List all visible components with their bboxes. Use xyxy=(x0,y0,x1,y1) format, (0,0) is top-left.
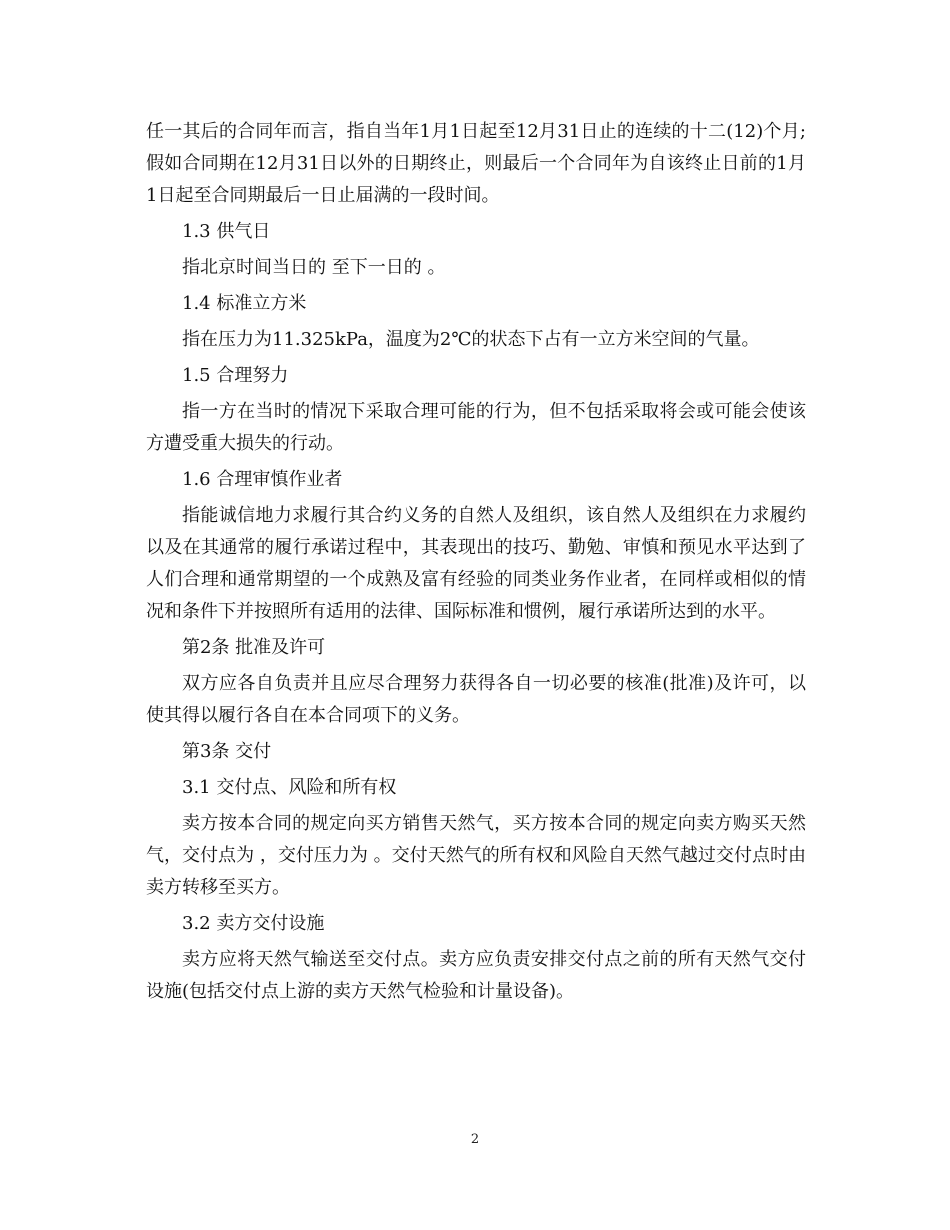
document-body xyxy=(146,116,806,1012)
section-heading: 第3条 交付 xyxy=(182,741,272,762)
section-heading: 1.3 供气日 xyxy=(182,221,271,242)
section-heading: 第2条 批准及许可 xyxy=(182,637,326,658)
page-number: 2 xyxy=(470,1132,480,1147)
section-heading: 3.2 卖方交付设施 xyxy=(182,913,325,934)
paragraph: 指在压力为11.325kPa，温度为2℃的状态下占有一立方米空间的气量。 xyxy=(182,329,760,350)
paragraph: 任一其后的合同年而言，指自当年1月1日起至12月31日止的连续的十二(12)个月;假如合同期在12月31日以外的日期终止，则最后一个合同年为自该终止日前的1月1日起至合同期最后一日止届满的一段时间。 xyxy=(146,121,806,206)
section-heading: 3.1 交付点、风险和所有权 xyxy=(182,777,397,798)
paragraph: 双方应各自负责并且应尽合理努力获得各自一切必要的核准(批准)及许可，以使其得以履行各自在本合同项下的义务。 xyxy=(146,673,806,726)
paragraph: 卖方应将天然气输送至交付点。卖方应负责安排交付点之前的所有天然气交付设施(包括交付点上游的卖方天然气检验和计量设备)。 xyxy=(146,949,806,1002)
section-heading: 1.6 合理审慎作业者 xyxy=(182,469,343,490)
paragraph: 指北京时间当日的 至下一日的 。 xyxy=(182,257,446,278)
paragraph: 指能诚信地力求履行其合约义务的自然人及组织，该自然人及组织在力求履约以及在其通常的履行承诺过程中，其表现出的技巧、勤勉、审慎和预见水平达到了人们合理和通常期望的一个成熟及富有经验的同类业务作业者，在同样或相似的情况和条件下并按照所有适用的法律、国际标准和惯例，履行承诺所达到的水平。 xyxy=(146,505,806,622)
section-heading: 1.4 标准立方米 xyxy=(182,293,307,314)
section-heading: 1.5 合理努力 xyxy=(182,365,289,386)
paragraph: 指一方在当时的情况下采取合理可能的行为，但不包括采取将会或可能会使该方遭受重大损失的行动。 xyxy=(146,401,806,454)
paragraph: 卖方按本合同的规定向买方销售天然气，买方按本合同的规定向卖方购买天然气，交付点为 ，交付压力为 。交付天然气的所有权和风险自天然气越过交付点时由卖方转移至买方。 xyxy=(146,813,806,898)
